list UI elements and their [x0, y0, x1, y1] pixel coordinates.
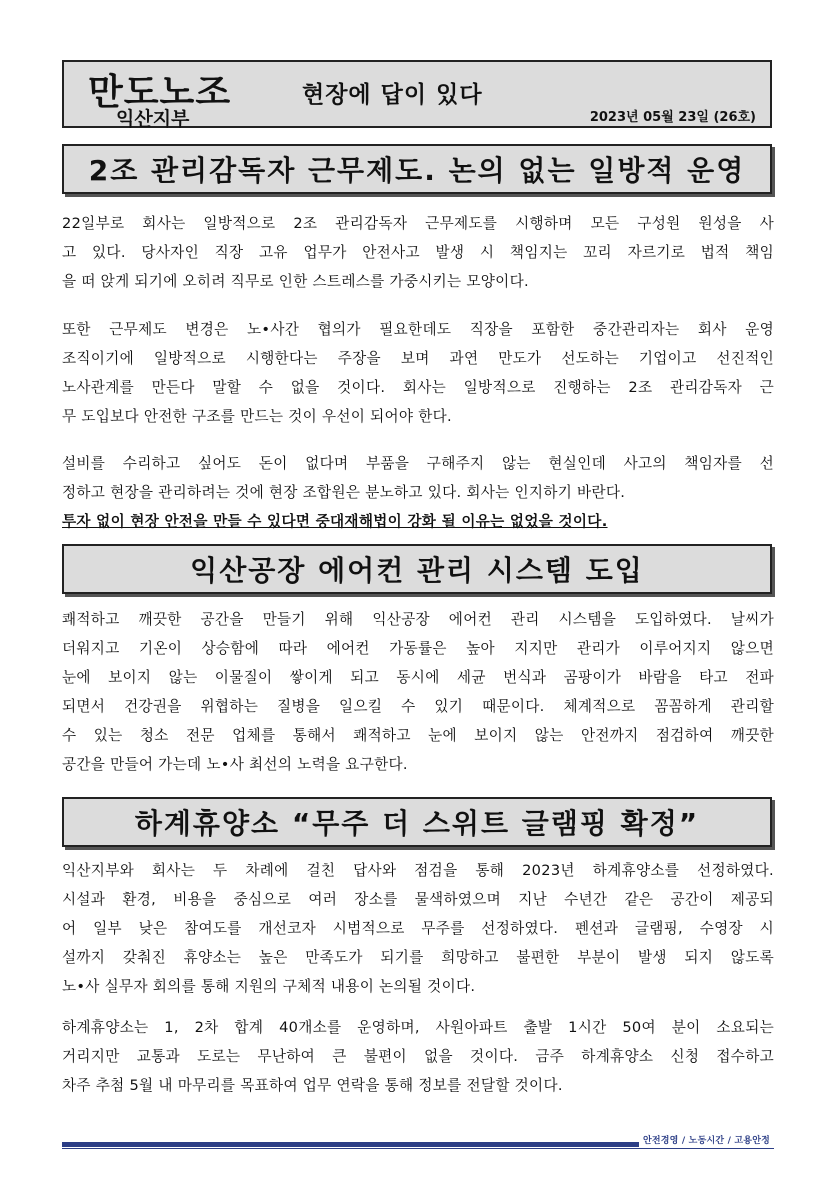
section-heading: 2조 관리감독자 근무제도. 논의 없는 일방적 운영 — [62, 144, 772, 194]
text-line: 정하고 현장을 관리하려는 것에 현장 조합원은 분노하고 있다. 회사는 인지하기 바란다. — [62, 484, 626, 501]
footer-tag: 안전경영 / 노동시간 / 고용안정 — [639, 1132, 774, 1147]
text-line: 고 있다. 당사자인 직장 고유 업무가 안전사고 발생 시 책임지는 꼬리 자르기로 법적 책임 — [62, 244, 774, 261]
paragraph — [62, 605, 774, 779]
text-line: 쾌적하고 깨끗한 공간을 만들기 위해 익산공장 에어컨 관리 시스템을 도입하였다. 날씨가 — [62, 611, 774, 628]
paragraph — [62, 315, 774, 431]
text-line: 공간을 만들어 가는데 노•사 최선의 노력을 요구한다. — [62, 756, 408, 773]
text-line: 설비를 수리하고 싶어도 돈이 없다며 부품을 구해주지 않는 현실인데 사고의 책임자를 선 — [62, 455, 774, 472]
issue-date: 2023년 05월 23일 (26호) — [589, 110, 756, 125]
text-line: 조직이기에 일방적으로 시행한다는 주장을 보며 과연 만도가 선도하는 기업이고 선진적인 — [62, 350, 774, 367]
text-line: 22일부로 회사는 일방적으로 2조 관리감독자 근무제도를 시행하며 모든 구성원 원성을 사 — [62, 215, 774, 232]
text-line: 차주 추첨 5월 내 마무리를 목표하여 업무 연락을 통해 정보를 전달할 것이다. — [62, 1077, 563, 1094]
text-line: 수 있는 청소 전문 업체를 통해서 쾌적하고 눈에 보이지 않는 안전까지 점검하여 깨끗한 — [62, 727, 774, 744]
text-line: 노•사 실무자 회의를 통해 지원의 구체적 내용이 논의될 것이다. — [62, 978, 476, 995]
text-line: 노사관계를 만든다 말할 수 없을 것이다. 회사는 일방적으로 진행하는 2조 관리감독자 근 — [62, 379, 774, 396]
paragraph — [62, 856, 774, 1001]
text-line: 거리지만 교통과 도로는 무난하여 큰 불편이 없을 것이다. 금주 하계휴양소 신청 접수하고 — [62, 1048, 774, 1065]
text-line: 또한 근무제도 변경은 노•사간 협의가 필요한데도 직장을 포함한 중간관리자는 회사 운영 — [62, 321, 774, 338]
emphasis-line: 투자 없이 현장 안전을 만들 수 있다면 중대재해법이 강화 될 이유는 없었을 것이다. — [62, 513, 608, 530]
masthead — [62, 60, 772, 128]
text-line: 어 일부 낮은 참여도를 개선코자 시범적으로 무주를 선정하였다. 펜션과 글램핑, 수영장 시 — [62, 920, 774, 937]
newsletter-slogan: 현장에 답이 있다 — [302, 82, 483, 108]
paragraph — [62, 1013, 774, 1100]
text-line: 익산지부와 회사는 두 차례에 걸친 답사와 점검을 통해 2023년 하계휴양소를 선정하였다. — [62, 862, 774, 879]
text-line: 을 떠 앉게 되기에 오히려 직무로 인한 스트레스를 가중시키는 모양이다. — [62, 273, 529, 290]
text-line: 눈에 보이지 않는 이물질이 쌓이게 되고 동시에 세균 번식과 곰팡이가 바람을 타고 전파 — [62, 669, 774, 686]
text-line: 되면서 건강권을 위협하는 질병을 일으킬 수 있기 때문이다. 체계적으로 꼼꼼하게 관리할 — [62, 698, 774, 715]
paragraph — [62, 449, 774, 536]
text-line: 무 도입보다 안전한 구조를 만드는 것이 우선이 되어야 한다. — [62, 408, 452, 425]
text-line: 시설과 환경, 비용을 중심으로 여러 장소를 물색하였으며 지난 수년간 같은 공간이 제공되 — [62, 891, 774, 908]
branch-name: 익산지부 — [116, 108, 190, 130]
section-heading: 익산공장 에어컨 관리 시스템 도입 — [62, 544, 772, 594]
text-line: 하계휴양소는 1, 2차 합계 40개소를 운영하며, 사원아파트 출발 1시간 50여 분이 소요되는 — [62, 1019, 774, 1036]
section-heading: 하계휴양소 “무주 더 스위트 글램핑 확정” — [62, 797, 772, 847]
text-line: 설까지 갖춰진 휴양소는 높은 만족도가 되기를 희망하고 불편한 부분이 발생 되지 않도록 — [62, 949, 774, 966]
paragraph — [62, 209, 774, 296]
union-name: 만도노조 — [88, 72, 232, 113]
text-line: 더워지고 기온이 상승함에 따라 에어컨 가동률은 높아 지지만 관리가 이루어지지 않으면 — [62, 640, 774, 657]
